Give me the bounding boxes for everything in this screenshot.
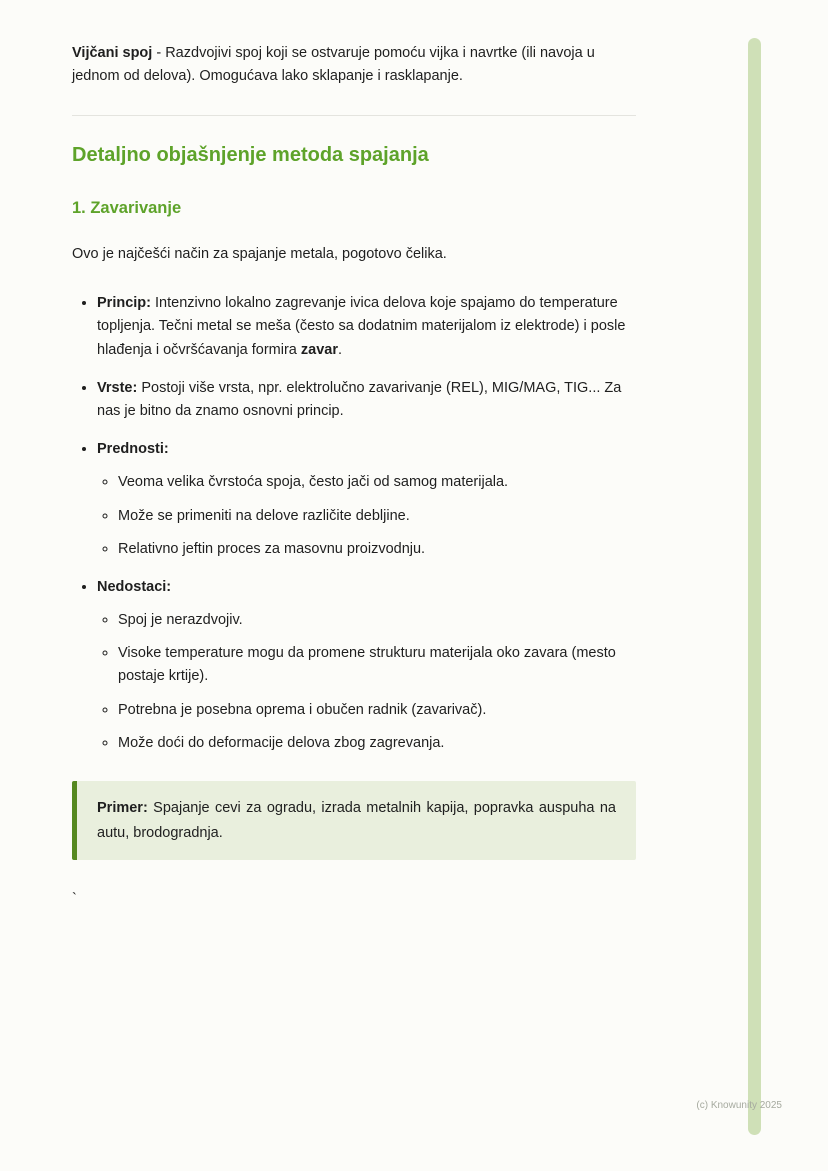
list-item-label: Nedostaci: [97,578,172,595]
prednosti-sublist [97,471,636,561]
intro-text: - Razdvojivi spoj koji se ostvaruje pomoću vijka i navrtke (ili navoja u jednom od delova). Omogućava lako sklapanje i rasklapanje. [72,45,595,85]
list-item-vrste [97,377,636,423]
lead-paragraph: Ovo je najčešći način za spajanje metala, pogotovo čelika. [72,246,447,262]
sub-list-item: ◦ Može doći do deformacije delova zbog zagrevanja. [118,732,636,755]
list-item-bold-term: zavar [300,341,338,358]
callout-text: Spajanje cevi za ogradu, izrada metalnih kapija, popravka auspuha na autu, brodogradnja. [97,800,616,841]
intro-paragraph [72,42,636,88]
list-item-label: Vrste: [97,379,138,396]
callout-label: Primer: [97,800,148,816]
list-item-nedostaci [97,576,636,755]
list-item-text-end: . [338,341,343,358]
decorative-green-stripe [748,38,761,1135]
callout-paragraph [97,796,616,845]
sub-list-item: ◦ Relativno jeftin proces za masovnu proizvodnju. [118,538,636,561]
stray-character: ` [72,891,77,908]
list-item-princip [97,292,636,362]
copyright-watermark: (c) Knowunity 2025 [696,1100,782,1111]
list-item-label: Prednosti: [97,441,169,458]
sub-list-item: ◦ Spoj je nerazdvojiv. [118,609,636,632]
section-divider [72,115,636,116]
sub-list-item: ◦ Visoke temperature mogu da promene strukturu materijala oko zavara (mesto postaje krtije). [118,642,636,688]
sub-list-item: ◦ Može se primeniti na delove različite debljine. [118,505,636,528]
list-item-label: Princip: [97,295,151,312]
example-callout [72,781,636,860]
page-content [72,42,636,911]
list-item-text: Intenzivno lokalno zagrevanje ivica delova koje spajamo do temperature topljenja. Tečni metal se meša (često sa dodatnim materijalom iz elektrode) i posle hlađenja i očvršćavanja formira [97,295,626,358]
section-title: Detaljno objašnjenje metoda spajanja [72,144,429,167]
list-item-prednosti [97,438,636,561]
subsection-title: 1. Zavarivanje [72,199,182,218]
nedostaci-sublist [97,609,636,755]
sub-list-item: ◦ Veoma velika čvrstoća spoja, često jači od samog materijala. [118,471,636,494]
intro-term: Vijčani spoj [72,45,153,61]
method-detail-list [72,292,636,755]
sub-list-item: ◦ Potrebna je posebna oprema i obučen radnik (zavarivač). [118,699,636,722]
list-item-text: Postoji više vrsta, npr. elektrolučno zavarivanje (REL), MIG/MAG, TIG... Za nas je bitno da znamo osnovni princip. [97,379,622,419]
